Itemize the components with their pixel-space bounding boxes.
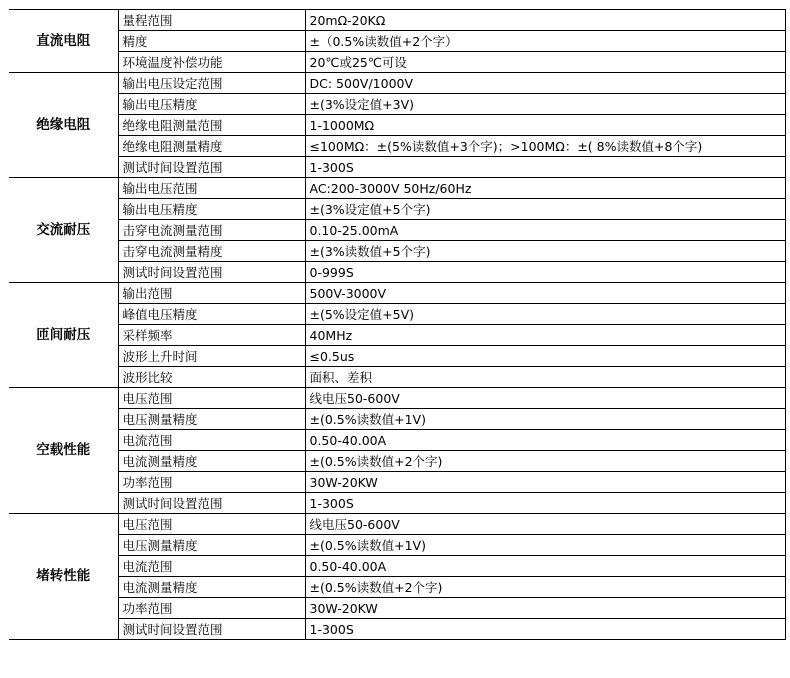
value-cell: AC:200-3000V 50Hz/60Hz bbox=[305, 178, 785, 199]
category-cell: 绝缘电阻 bbox=[9, 73, 118, 178]
value-cell: 30W-20KW bbox=[305, 472, 785, 493]
value-cell: 40MHz bbox=[305, 325, 785, 346]
value-cell: ±（0.5%读数值+2个字） bbox=[305, 31, 785, 52]
table-row bbox=[9, 283, 785, 304]
table-row bbox=[9, 430, 785, 451]
table-row bbox=[9, 136, 785, 157]
value-cell: 1-1000MΩ bbox=[305, 115, 785, 136]
table-row bbox=[9, 220, 785, 241]
table-row bbox=[9, 73, 785, 94]
value-cell: 0.50-40.00A bbox=[305, 430, 785, 451]
value-cell: ≤100MΩ：±(5%读数值+3个字)；>100MΩ：±( 8%读数值+8个字) bbox=[305, 136, 785, 157]
table-row bbox=[9, 451, 785, 472]
category-cell: 直流电阻 bbox=[9, 10, 118, 73]
value-cell: DC: 500V/1000V bbox=[305, 73, 785, 94]
table-row bbox=[9, 262, 785, 283]
table-row bbox=[9, 472, 785, 493]
spec-table-body bbox=[9, 10, 785, 640]
value-cell: ±(0.5%读数值+1V) bbox=[305, 535, 785, 556]
table-row bbox=[9, 577, 785, 598]
parameter-cell: 测试时间设置范围 bbox=[118, 493, 305, 514]
table-row bbox=[9, 619, 785, 640]
parameter-cell: 电流范围 bbox=[118, 430, 305, 451]
parameter-cell: 电压测量精度 bbox=[118, 535, 305, 556]
table-row bbox=[9, 94, 785, 115]
value-cell: 1-300S bbox=[305, 157, 785, 178]
category-cell: 交流耐压 bbox=[9, 178, 118, 283]
value-cell: 500V-3000V bbox=[305, 283, 785, 304]
parameter-cell: 量程范围 bbox=[118, 10, 305, 31]
parameter-cell: 绝缘电阻测量范围 bbox=[118, 115, 305, 136]
parameter-cell: 波形上升时间 bbox=[118, 346, 305, 367]
value-cell: 0-999S bbox=[305, 262, 785, 283]
table-row bbox=[9, 241, 785, 262]
table-row bbox=[9, 409, 785, 430]
parameter-cell: 输出电压精度 bbox=[118, 94, 305, 115]
parameter-cell: 电压范围 bbox=[118, 388, 305, 409]
parameter-cell: 电流测量精度 bbox=[118, 451, 305, 472]
parameter-cell: 输出电压范围 bbox=[118, 178, 305, 199]
table-row bbox=[9, 178, 785, 199]
parameter-cell: 输出范围 bbox=[118, 283, 305, 304]
value-cell: 线电压50-600V bbox=[305, 514, 785, 535]
parameter-cell: 输出电压设定范围 bbox=[118, 73, 305, 94]
category-cell: 堵转性能 bbox=[9, 514, 118, 640]
value-cell: 1-300S bbox=[305, 619, 785, 640]
parameter-cell: 电压测量精度 bbox=[118, 409, 305, 430]
parameter-cell: 电流范围 bbox=[118, 556, 305, 577]
value-cell: ±(0.5%读数值+2个字) bbox=[305, 451, 785, 472]
table-row bbox=[9, 514, 785, 535]
table-row bbox=[9, 598, 785, 619]
category-cell: 空载性能 bbox=[9, 388, 118, 514]
parameter-cell: 输出电压精度 bbox=[118, 199, 305, 220]
parameter-cell: 功率范围 bbox=[118, 598, 305, 619]
value-cell: ≤0.5us bbox=[305, 346, 785, 367]
value-cell: ±(0.5%读数值+1V) bbox=[305, 409, 785, 430]
value-cell: 0.50-40.00A bbox=[305, 556, 785, 577]
table-row bbox=[9, 325, 785, 346]
parameter-cell: 峰值电压精度 bbox=[118, 304, 305, 325]
parameter-cell: 击穿电流测量范围 bbox=[118, 220, 305, 241]
table-row bbox=[9, 367, 785, 388]
parameter-cell: 环境温度补偿功能 bbox=[118, 52, 305, 73]
parameter-cell: 电压范围 bbox=[118, 514, 305, 535]
parameter-cell: 功率范围 bbox=[118, 472, 305, 493]
value-cell: 0.10-25.00mA bbox=[305, 220, 785, 241]
parameter-cell: 测试时间设置范围 bbox=[118, 262, 305, 283]
table-row bbox=[9, 199, 785, 220]
table-row bbox=[9, 31, 785, 52]
table-row bbox=[9, 388, 785, 409]
table-row bbox=[9, 535, 785, 556]
table-row bbox=[9, 157, 785, 178]
parameter-cell: 绝缘电阻测量精度 bbox=[118, 136, 305, 157]
value-cell: 20mΩ-20KΩ bbox=[305, 10, 785, 31]
table-row bbox=[9, 556, 785, 577]
spec-table bbox=[9, 9, 786, 640]
value-cell: 30W-20KW bbox=[305, 598, 785, 619]
parameter-cell: 波形比较 bbox=[118, 367, 305, 388]
value-cell: 1-300S bbox=[305, 493, 785, 514]
table-row bbox=[9, 115, 785, 136]
value-cell: 20℃或25℃可设 bbox=[305, 52, 785, 73]
value-cell: 线电压50-600V bbox=[305, 388, 785, 409]
value-cell: 面积、差积 bbox=[305, 367, 785, 388]
table-row bbox=[9, 304, 785, 325]
parameter-cell: 测试时间设置范围 bbox=[118, 157, 305, 178]
value-cell: ±(0.5%读数值+2个字) bbox=[305, 577, 785, 598]
category-cell: 匝间耐压 bbox=[9, 283, 118, 388]
parameter-cell: 精度 bbox=[118, 31, 305, 52]
value-cell: ±(3%设定值+5个字) bbox=[305, 199, 785, 220]
parameter-cell: 电流测量精度 bbox=[118, 577, 305, 598]
table-row bbox=[9, 52, 785, 73]
table-row bbox=[9, 10, 785, 31]
parameter-cell: 测试时间设置范围 bbox=[118, 619, 305, 640]
value-cell: ±(3%设定值+3V) bbox=[305, 94, 785, 115]
parameter-cell: 采样频率 bbox=[118, 325, 305, 346]
table-row bbox=[9, 346, 785, 367]
value-cell: ±(5%设定值+5V) bbox=[305, 304, 785, 325]
parameter-cell: 击穿电流测量精度 bbox=[118, 241, 305, 262]
table-row bbox=[9, 493, 785, 514]
value-cell: ±(3%读数值+5个字) bbox=[305, 241, 785, 262]
